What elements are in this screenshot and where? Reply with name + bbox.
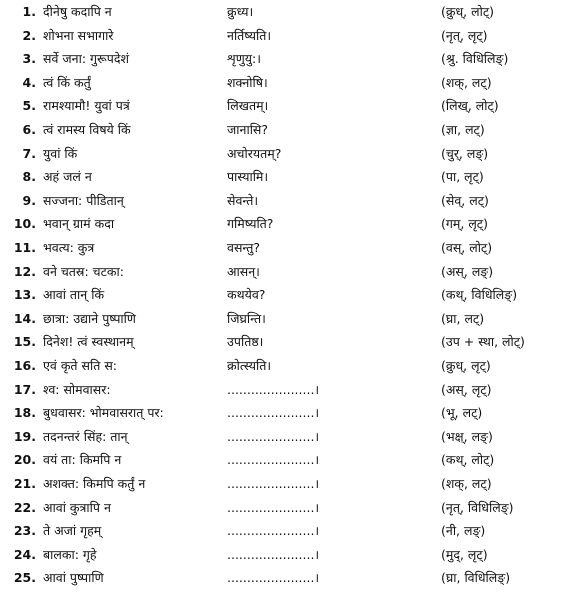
answer-text: पास्यामि। — [227, 169, 269, 185]
row-number: 22. — [13, 499, 36, 515]
row-number: 8. — [22, 169, 36, 185]
answer-text: शृणुयु:। — [227, 51, 261, 67]
root-tense-hint: (शक्, लट्) — [441, 476, 492, 491]
root-tense-hint: (क्रुध्, लृट्) — [441, 358, 491, 373]
row-number: 15. — [13, 334, 36, 350]
exercise-row — [0, 472, 586, 496]
root-tense-hint: (नृत्, विधिलिङ्) — [441, 499, 514, 515]
exercise-row — [0, 543, 586, 567]
exercise-row — [0, 401, 586, 425]
root-tense-hint: (शक्, लट्) — [441, 74, 492, 90]
sentence-text: त्वं रामस्य विषये किं — [43, 122, 131, 137]
root-tense-hint: (वस्, लोट्) — [441, 240, 493, 255]
row-number: 13. — [13, 287, 36, 303]
root-tense-hint: (कथ्, विधिलिङ्) — [441, 287, 518, 303]
exercise-row — [0, 142, 586, 166]
answer-text: ......................। — [227, 381, 320, 397]
sentence-text: छात्रा: उद्याने पुष्पाणि — [43, 310, 136, 326]
sentence-text: आवां पुष्पाणि — [43, 570, 104, 586]
row-number: 21. — [13, 476, 36, 491]
row-number: 10. — [13, 216, 36, 232]
sentence-text: सज्जना: पीडितान् — [43, 192, 124, 208]
sentence-text: बालका: गृहे — [43, 546, 97, 562]
answer-text: जानासि? — [227, 122, 269, 137]
row-number: 20. — [13, 452, 36, 468]
exercise-row — [0, 0, 586, 24]
root-tense-hint: (क्रुध्, लोट्) — [441, 4, 495, 19]
answer-text: ......................। — [227, 570, 320, 586]
row-number: 1. — [22, 4, 36, 19]
answer-text: ......................। — [227, 523, 320, 539]
row-number: 4. — [22, 74, 36, 90]
answer-text: कथयेव? — [227, 287, 266, 303]
root-tense-hint: (उप + स्था, लोट्) — [441, 334, 525, 350]
exercise-row — [0, 47, 586, 71]
exercise-row — [0, 118, 586, 142]
sentence-text: ते अजां गृहम् — [43, 523, 102, 539]
exercise-row — [0, 189, 586, 213]
sentence-text: अशक्त: किमपि कर्तुं न — [43, 476, 146, 491]
answer-text: अचोरयतम्? — [227, 145, 282, 161]
root-tense-hint: (अस्, लङ्) — [441, 263, 494, 279]
answer-text: क्रोत्स्यति। — [227, 358, 272, 373]
row-number: 12. — [13, 263, 36, 279]
exercise-row — [0, 354, 586, 378]
root-tense-hint: (गम्, लृट्) — [441, 216, 488, 232]
row-number: 11. — [13, 240, 36, 255]
root-tense-hint: (नृत्, लृट्) — [441, 27, 488, 43]
sentence-text: बुधवासर: भोमवासरात् पर: — [43, 405, 164, 421]
exercise-row — [0, 283, 586, 307]
root-tense-hint: (नी, लङ्) — [441, 523, 486, 539]
answer-text: ......................। — [227, 405, 320, 421]
answer-text: ......................। — [227, 476, 320, 491]
exercise-row — [0, 260, 586, 284]
exercise-row — [0, 496, 586, 520]
sentence-text: भवान् ग्रामं कदा — [43, 216, 115, 232]
sentence-text: अहं जलं न — [43, 169, 92, 185]
answer-text: आसन्। — [227, 263, 260, 279]
exercise-row — [0, 236, 586, 260]
row-number: 23. — [13, 523, 36, 539]
sentence-text: वयं ता: किमपि न — [43, 452, 122, 468]
row-number: 5. — [22, 98, 36, 114]
exercise-row — [0, 448, 586, 472]
answer-text: क्रुध्य। — [227, 4, 254, 19]
answer-text: ......................। — [227, 428, 320, 444]
exercise-row — [0, 330, 586, 354]
exercise-row — [0, 566, 586, 590]
answer-text: लिखतम्। — [227, 98, 269, 114]
root-tense-hint: (भू, लट्) — [441, 405, 483, 421]
root-tense-hint: (भक्ष्, लङ्) — [441, 428, 493, 444]
answer-text: ......................। — [227, 499, 320, 515]
answer-text: शक्नोषि। — [227, 74, 268, 90]
sentence-text: एवं कृते सति स: — [43, 358, 117, 373]
exercise-row — [0, 94, 586, 118]
sentence-text: दीनेषु कदापि न — [43, 4, 112, 19]
answer-text: ......................। — [227, 452, 320, 468]
sentence-text: वने चतस्र: चटका: — [43, 263, 124, 279]
exercise-row — [0, 519, 586, 543]
sentence-text: आवां कुत्रापि न — [43, 499, 111, 515]
sentence-text: त्वं किं कर्तुं — [43, 74, 91, 90]
row-number: 7. — [22, 145, 36, 161]
root-tense-hint: (लिख्, लोट्) — [441, 98, 499, 114]
sentence-text: शोभना सभागारे — [43, 27, 114, 43]
exercise-row — [0, 378, 586, 402]
root-tense-hint: (सेव्, लट्) — [441, 192, 489, 208]
sentence-text: दिनेश! त्वं स्वस्थानम् — [43, 334, 134, 350]
root-tense-hint: (पा, लृट्) — [441, 169, 484, 185]
row-number: 19. — [13, 428, 36, 444]
root-tense-hint: (चुर्, लङ्) — [441, 145, 489, 161]
row-number: 2. — [22, 27, 36, 43]
exercise-row — [0, 307, 586, 331]
sentence-text: तदनन्तरं सिंह: तान् — [43, 428, 128, 444]
row-number: 6. — [22, 122, 36, 137]
sentence-text: रामश्यामौ! युवां पत्रं — [43, 98, 130, 114]
answer-text: उपतिष्ठ। — [227, 334, 264, 350]
row-number: 25. — [13, 570, 36, 586]
root-tense-hint: (घ्रा, विधिलिङ्) — [441, 570, 511, 586]
exercise-row — [0, 212, 586, 236]
answer-text: जिघ्रन्ति। — [227, 310, 266, 326]
row-number: 3. — [22, 51, 36, 67]
answer-text: सेवन्ते। — [227, 192, 259, 208]
row-number: 16. — [13, 358, 36, 373]
exercise-row — [0, 165, 586, 189]
root-tense-hint: (अस्, लृट्) — [441, 381, 492, 397]
exercise-row — [0, 24, 586, 48]
root-tense-hint: (श्रु. विधिलिङ्) — [441, 51, 509, 67]
row-number: 14. — [13, 310, 36, 326]
row-number: 17. — [13, 381, 36, 397]
sentence-text: आवां तान् किं — [43, 287, 105, 303]
exercise-row — [0, 425, 586, 449]
root-tense-hint: (मुद्, लृट्) — [441, 546, 488, 562]
root-tense-hint: (कथ्, लोट्) — [441, 452, 495, 468]
sentence-text: सर्वे जना: गुरूपदेशं — [43, 51, 129, 67]
answer-text: गमिष्यति? — [227, 216, 274, 232]
sentence-text: श्व: सोमवासर: — [43, 381, 111, 397]
root-tense-hint: (घ्रा, लट्) — [441, 310, 485, 326]
sentence-text: भवत्य: कुत्र — [43, 240, 95, 255]
answer-text: नर्तिष्यति। — [227, 27, 272, 43]
root-tense-hint: (ज्ञा, लट्) — [441, 122, 485, 137]
sentence-text: युवां किं — [43, 145, 78, 161]
answer-text: ......................। — [227, 546, 320, 562]
answer-text: वसन्तु? — [227, 240, 261, 255]
row-number: 24. — [13, 546, 36, 562]
row-number: 9. — [22, 192, 36, 208]
exercise-row — [0, 71, 586, 95]
row-number: 18. — [13, 405, 36, 421]
